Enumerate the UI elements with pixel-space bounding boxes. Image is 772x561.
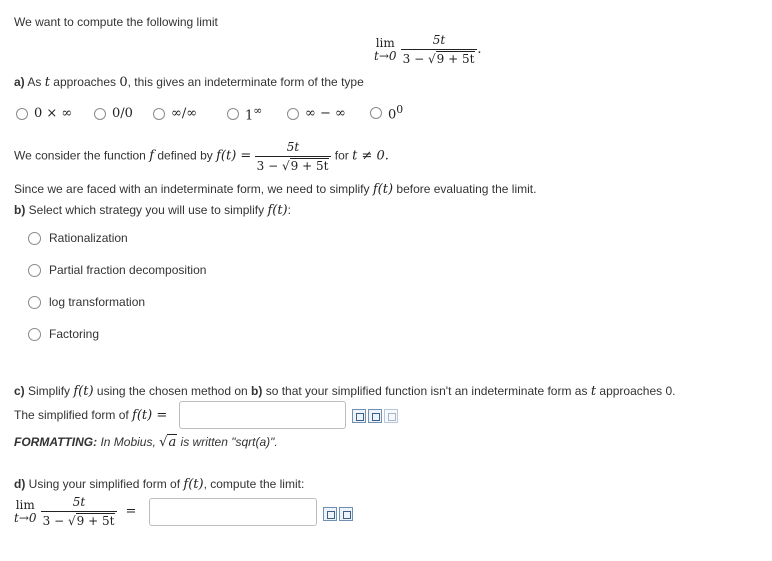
- equation-editor-icon[interactable]: [323, 507, 337, 521]
- part-d-equals: =: [125, 504, 137, 519]
- formatting-sqrt-arg: a: [168, 435, 177, 450]
- radio-button[interactable]: [153, 108, 165, 120]
- option-label: ∞/∞: [171, 106, 198, 121]
- function-definition: [14, 140, 389, 173]
- since-text-2: before evaluating the limit.: [396, 182, 537, 196]
- simplified-label-text: The simplified form of: [14, 408, 129, 422]
- part-d-text-1: Using your simplified form of: [28, 477, 181, 491]
- option-0-times-inf[interactable]: [16, 106, 72, 121]
- part-d-ft: f(t): [183, 477, 204, 492]
- part-a-value: 0: [119, 75, 128, 90]
- limit-den-prefix: 3 − √: [402, 52, 436, 66]
- formatting-text-2: is written "sqrt(a)".: [180, 435, 278, 449]
- since-ft: f(t): [372, 182, 394, 197]
- part-c-text-2: using the chosen method on: [96, 384, 248, 398]
- part-a-var: t: [44, 75, 50, 90]
- lim-label: lim: [375, 35, 395, 50]
- equation-editor-icon[interactable]: [352, 409, 366, 423]
- formatting-note: FORMATTING: In Mobius, √a is written "sqrt(a)".: [14, 435, 278, 450]
- limit-answer-input[interactable]: [149, 498, 317, 526]
- part-d-numerator: 5t: [72, 495, 86, 509]
- part-c-label: c): [14, 384, 25, 398]
- radio-button[interactable]: [28, 328, 41, 341]
- intro-text: We want to compute the following limit: [14, 15, 218, 29]
- radio-button[interactable]: [94, 108, 106, 120]
- part-c-text-4: approaches 0.: [599, 384, 676, 398]
- consider-text-2: defined by: [157, 148, 213, 163]
- option-inf-over-inf[interactable]: [153, 106, 197, 121]
- consider-cond-pre: for: [334, 148, 349, 163]
- lim-sub: t→0: [14, 510, 37, 525]
- part-c-ref: b): [251, 384, 263, 398]
- strategy-rationalization[interactable]: [28, 231, 128, 245]
- radio-button[interactable]: [28, 264, 41, 277]
- part-a-text-1: As: [27, 75, 42, 89]
- part-d-prompt: [14, 477, 304, 492]
- radio-button[interactable]: [16, 108, 28, 120]
- part-c-ft: f(t): [73, 384, 94, 399]
- radio-button[interactable]: [227, 108, 239, 120]
- consider-text-1: We consider the function: [14, 148, 146, 163]
- option-0-pow-0[interactable]: [370, 103, 403, 122]
- part-b-label: b): [14, 203, 26, 217]
- radio-button[interactable]: [287, 108, 299, 120]
- option-0-over-0[interactable]: [94, 106, 133, 121]
- part-b-prompt: [14, 203, 291, 218]
- fdef-den-radicand: 9 + 5t: [290, 159, 329, 173]
- strategy-factoring[interactable]: [28, 327, 99, 341]
- since-text-1: Since we are faced with an indeterminate form, we need to simplify: [14, 182, 370, 196]
- simplified-form-input[interactable]: [179, 401, 346, 429]
- strategy-label: Partial fraction decomposition: [49, 263, 207, 277]
- help-icon[interactable]: [384, 409, 398, 423]
- part-d-den-radicand: 9 + 5t: [76, 514, 115, 528]
- formatting-label: FORMATTING:: [14, 435, 98, 449]
- limit-numerator: 5t: [432, 33, 446, 47]
- preview-icon[interactable]: [368, 409, 382, 423]
- option-label: 0/0: [112, 106, 133, 121]
- simplified-form-label: [14, 408, 167, 423]
- lim-sub: t→0: [374, 48, 397, 63]
- option-label: 0 × ∞: [34, 106, 73, 121]
- part-b-colon: :: [287, 203, 291, 217]
- part-c-text-1: Simplify: [28, 384, 71, 398]
- radio-button[interactable]: [28, 232, 41, 245]
- part-a-label: a): [14, 75, 25, 89]
- limit-den-radicand: 9 + 5t: [436, 52, 475, 66]
- part-d-den-prefix: 3 − √: [42, 514, 76, 528]
- consider-fname: f: [149, 148, 155, 164]
- fdef-den-prefix: 3 − √: [256, 159, 290, 173]
- part-c-text-3: so that your simplified function isn't an indeterminate form as: [265, 384, 588, 398]
- strategy-log-transformation[interactable]: [28, 295, 145, 309]
- consider-fdef: f(t) =: [216, 148, 252, 164]
- part-d-label: d): [14, 477, 26, 491]
- strategy-label: log transformation: [49, 295, 146, 309]
- since-text: [14, 182, 536, 197]
- option-label: 1∞: [245, 104, 263, 124]
- radio-button[interactable]: [370, 107, 382, 119]
- exponent: 0: [396, 103, 404, 116]
- strategy-partial-fractions[interactable]: [28, 263, 206, 277]
- part-d-text-2: , compute the limit:: [203, 477, 305, 491]
- part-b-ft: f(t): [267, 203, 288, 218]
- fdef-numerator: 5t: [286, 140, 300, 154]
- exponent: ∞: [253, 104, 263, 117]
- strategy-label: Factoring: [49, 327, 100, 341]
- part-a-prompt: [14, 75, 364, 90]
- option-inf-minus-inf[interactable]: [287, 106, 346, 121]
- strategy-label: Rationalization: [49, 231, 128, 245]
- lim-label: lim: [15, 497, 35, 512]
- part-d-limit: [14, 495, 136, 528]
- part-c-prompt: [14, 384, 675, 399]
- option-1-pow-inf[interactable]: [227, 104, 262, 123]
- preview-icon[interactable]: [339, 507, 353, 521]
- part-a-text-2: approaches: [53, 75, 116, 89]
- part-c-var: t: [590, 384, 597, 399]
- formatting-text-1: In Mobius,: [100, 435, 156, 449]
- simplified-ft: f(t) =: [132, 408, 168, 423]
- main-limit: lim t→0 $\frac{5t}{3 - √9 + 5t}$ .: [374, 33, 482, 66]
- consider-cond: t ≠ 0.: [352, 148, 389, 164]
- part-b-text: Select which strategy you will use to simplify: [28, 203, 265, 217]
- option-label: $0^0$: [388, 103, 404, 123]
- option-label: ∞ − ∞: [305, 106, 346, 121]
- radio-button[interactable]: [28, 296, 41, 309]
- part-a-text-3: , this gives an indeterminate form of the type: [127, 75, 364, 89]
